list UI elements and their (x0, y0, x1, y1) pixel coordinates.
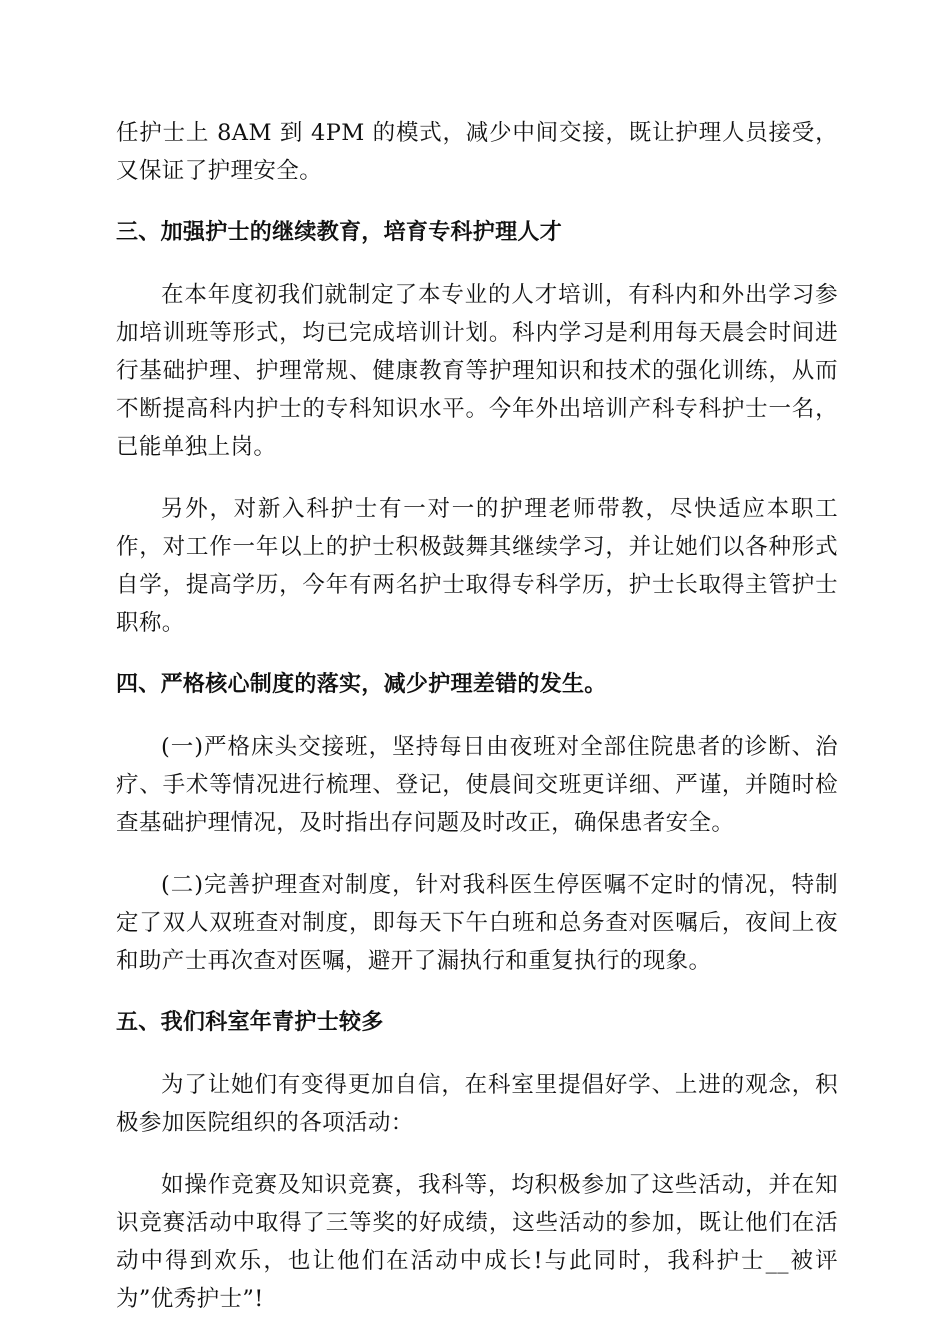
paragraph: 另外，对新入科护士有一对一的护理老师带教，尽快适应本职工作，对工作一年以上的护士积极鼓舞其继续学习，并让她们以各种形式自学，提高学历，今年有两名护士取得专科学历，护士长取得主管护士职称。 (116, 496, 838, 636)
paragraph: (一)严格床头交接班，坚持每日由夜班对全部住院患者的诊断、治疗、手术等情况进行梳理、登记，使晨间交班更详细、严谨，并随时检查基础护理情况，及时指出存问题及时改正，确保患者安全。 (116, 734, 838, 836)
paragraph-gap (116, 466, 838, 490)
paragraph: 为了让她们有变得更加自信，在科室里提倡好学、上进的观念，积极参加医院组织的各项活动： (116, 1072, 838, 1136)
paragraph: 在本年度初我们就制定了本专业的人才培训，有科内和外出学习参加培训班等形式，均已完成培训计划。科内学习是利用每天晨会时间进行基础护理、护理常规、健康教育等护理知识和技术的强化训练，从而不断提高科内护士的专科知识水平。今年外出培训产科专科护士一名，已能单独上岗。 (116, 282, 838, 460)
section-heading-5: 五、我们科室年青护士较多 (116, 1010, 384, 1035)
paragraph-gap (116, 980, 838, 1004)
section-heading-3: 三、加强护士的继续教育，培育专科护理人才 (116, 220, 563, 245)
paragraph-continued: 任护士上 8AM 到 4PM 的模式，减少中间交接，既让护理人员接受，又保证了护理安全。 (116, 120, 838, 184)
paragraph-gap (116, 1142, 838, 1166)
document-page (116, 114, 838, 1318)
paragraph-gap (116, 190, 838, 214)
paragraph: 如操作竞赛及知识竞赛，我科等，均积极参加了这些活动，并在知识竞赛活动中取得了三等奖的好成绩，这些活动的参加，既让他们在活动中得到欢乐，也让他们在活动中成长!与此同时，我科护士__被评为”优秀护士”! (116, 1172, 838, 1312)
paragraph: (二)完善护理查对制度，针对我科医生停医嘱不定时的情况，特制定了双人双班查对制度，即每天下午白班和总务查对医嘱后，夜间上夜和助产士再次查对医嘱，避开了漏执行和重复执行的现象。 (116, 872, 838, 974)
paragraph-gap (116, 642, 838, 666)
paragraph-gap (116, 252, 838, 276)
paragraph-gap (116, 1042, 838, 1066)
paragraph-gap (116, 842, 838, 866)
paragraph-gap (116, 704, 838, 728)
section-heading-4: 四、严格核心制度的落实，减少护理差错的发生。 (116, 672, 607, 697)
